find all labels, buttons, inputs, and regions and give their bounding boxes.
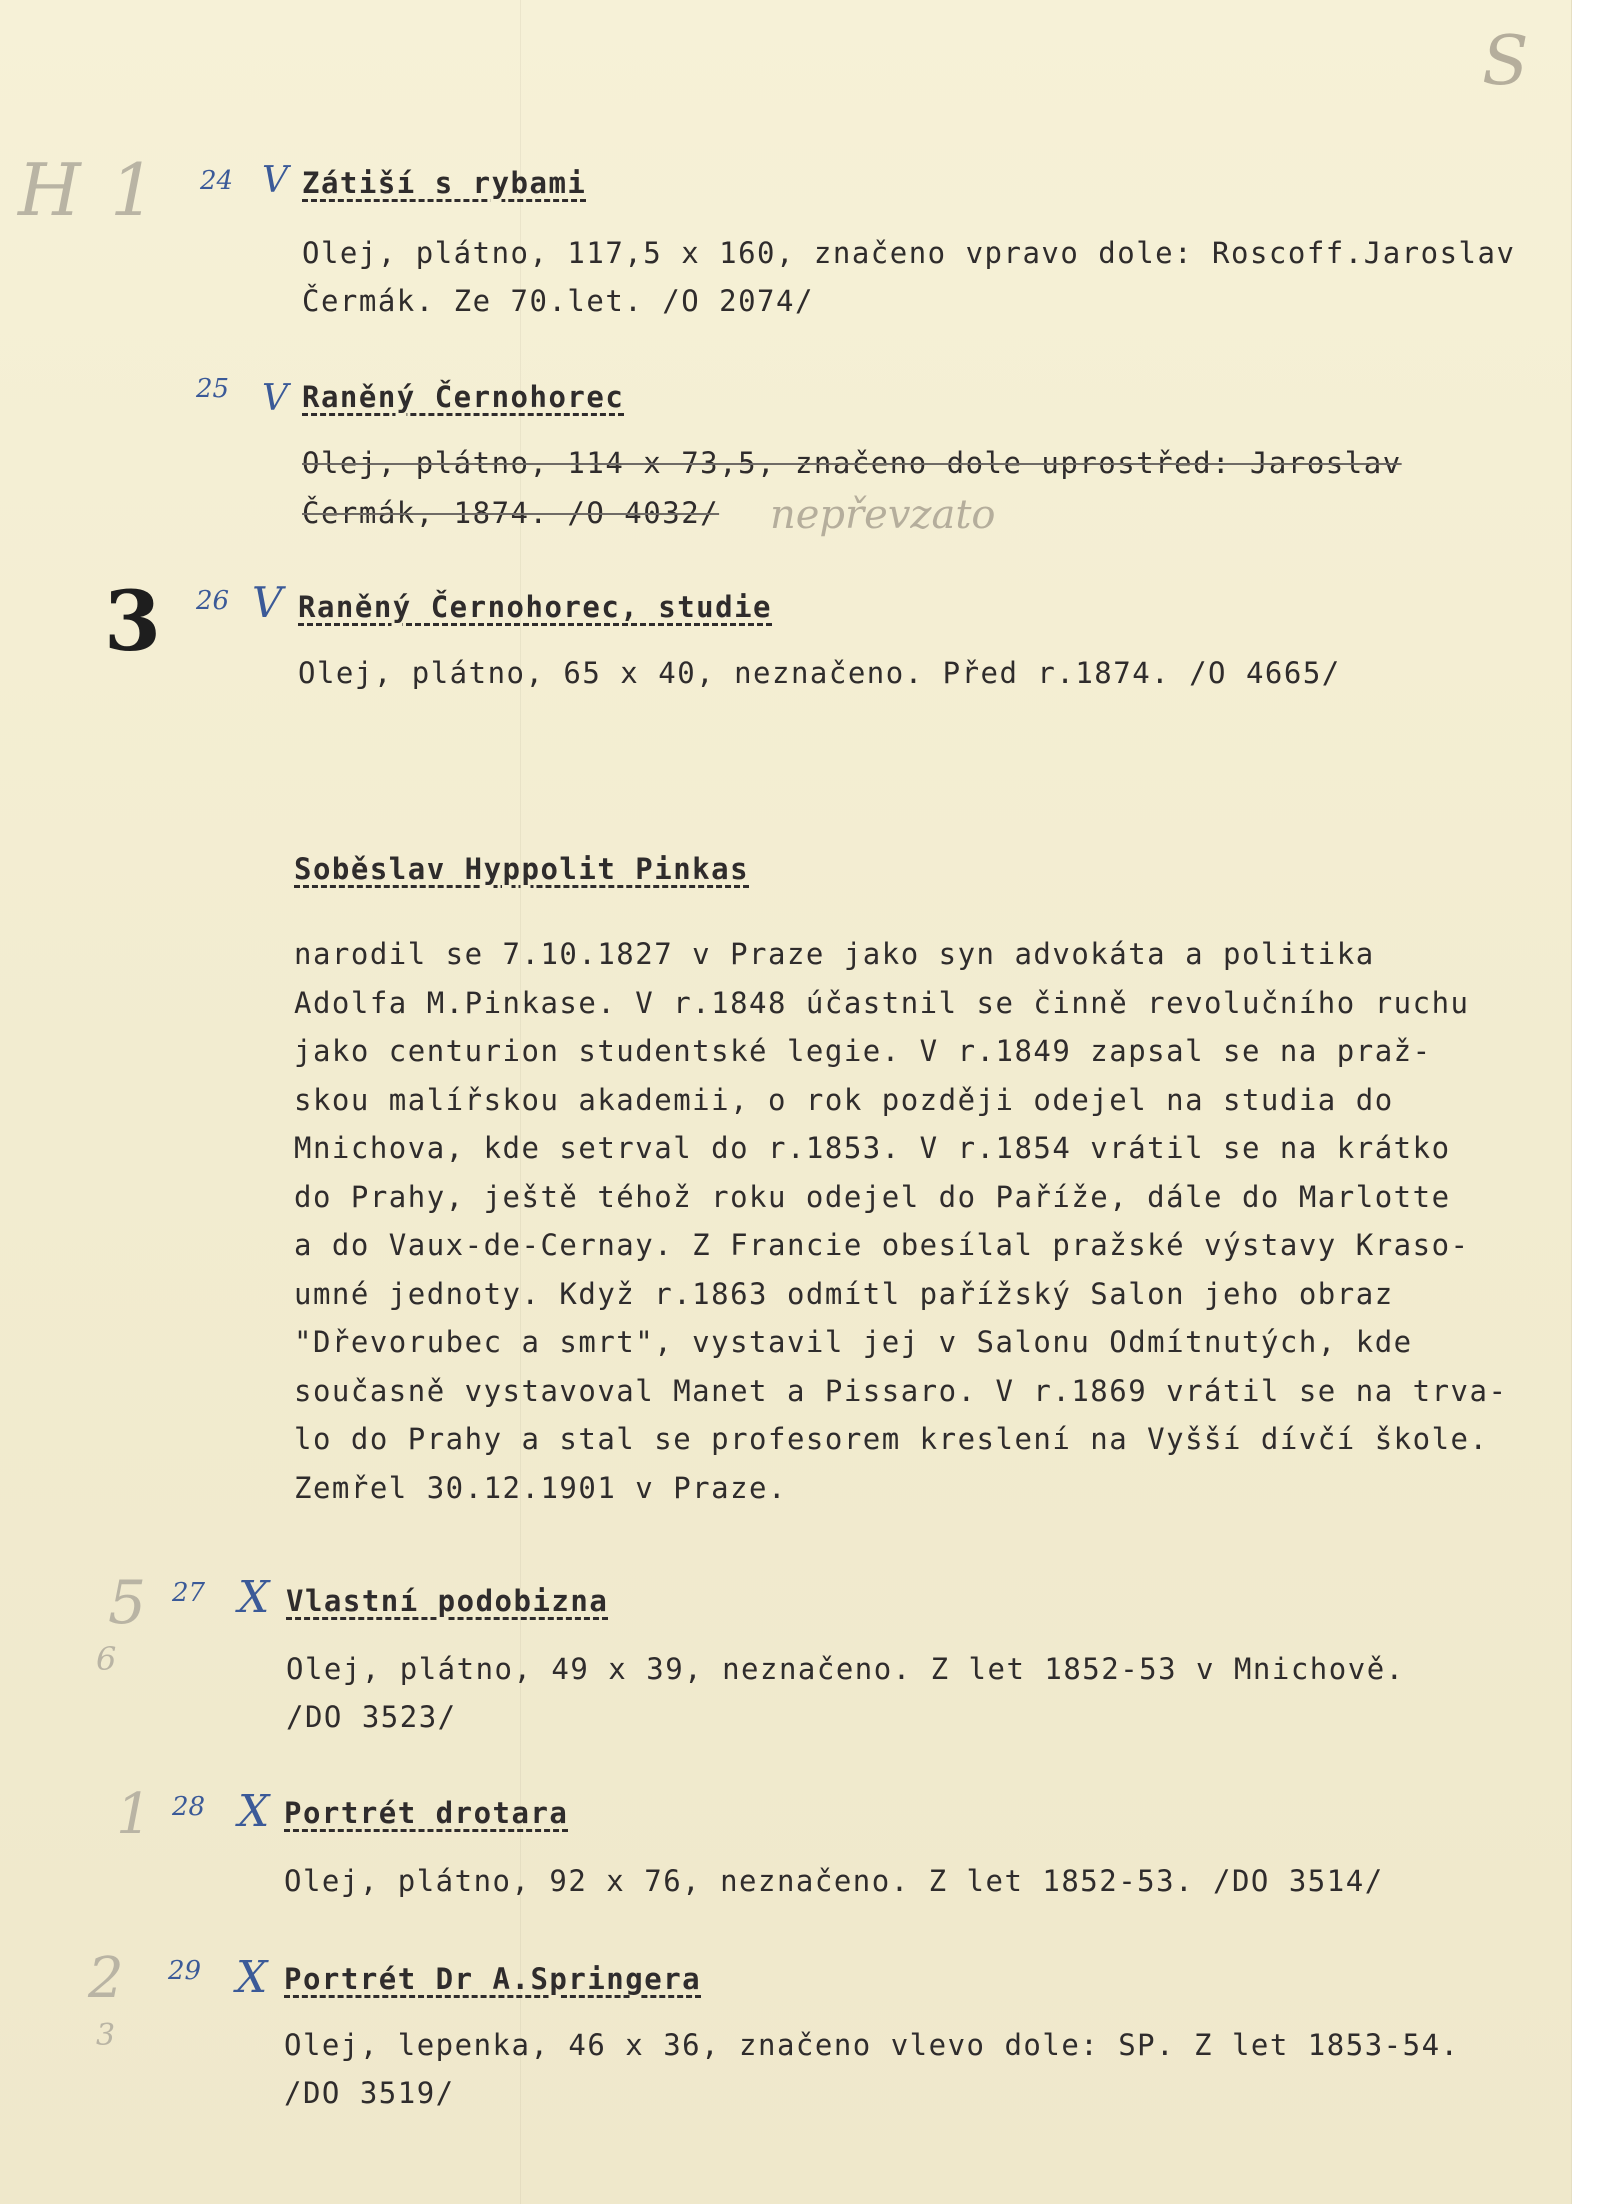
entry-title: Raněný Černohorec, studie [298, 590, 772, 624]
bio-line: narodil se 7.10.1827 v Praze jako syn advokáta a politika [294, 937, 1375, 971]
artist-biography [294, 930, 1507, 1512]
bio-line: do Prahy, ještě téhož roku odejel do Paříže, dále do Marlotte [294, 1179, 1451, 1214]
bio-line: současně vystavoval Manet a Pissaro. V r.1869 vrátil se na trva- [294, 1373, 1508, 1408]
check-mark: X [238, 1786, 270, 1837]
bio-line: jako centurion studentské legie. V r.1849 zapsal se na praž- [294, 1034, 1432, 1068]
check-mark: V [262, 160, 288, 201]
catalog-number: 29 [168, 1956, 202, 1986]
bio-line: Mnichova, kde setrval do r.1853. V r.1854 vrátil se na krátko [294, 1131, 1451, 1165]
entry-description-line: Čermák, 1874. /O 4032/ [302, 496, 720, 530]
entry-description-line: Olej, plátno, 92 x 76, neznačeno. Z let 1852-53. /DO 3514/ [284, 1864, 1384, 1898]
left-margin-sub-number: 6 [96, 1640, 117, 1678]
catalog-number: 28 [172, 1792, 206, 1822]
entry-title: Raněný Černohorec [302, 380, 625, 414]
entry-title: Vlastní podobizna [286, 1584, 609, 1618]
left-margin-number: 1 [110, 148, 156, 232]
paper-edge [1571, 0, 1600, 2204]
entry-description-line: /DO 3519/ [284, 2076, 455, 2110]
bio-line: lo do Prahy a stal se profesorem kreslení na Vyšší dívčí škole. [294, 1422, 1489, 1456]
left-margin-number: 1 [116, 1782, 152, 1847]
catalog-number: 26 [196, 586, 230, 616]
entry-description-line: Olej, plátno, 114 x 73,5, značeno dole uprostřed: Jaroslav [302, 446, 1402, 480]
left-margin-number: 3 [104, 574, 162, 670]
bio-line: Zemřel 30.12.1901 v Praze. [294, 1470, 787, 1505]
bio-line: Adolfa M.Pinkase. V r.1848 účastnil se činně revolučního ruchu [294, 985, 1470, 1020]
entry-description-line: /DO 3523/ [286, 1700, 457, 1734]
check-mark: V [252, 578, 283, 627]
catalog-number: 25 [196, 374, 230, 404]
entry-description-line: Olej, lepenka, 46 x 36, značeno vlevo dole: SP. Z let 1853-54. [284, 2028, 1460, 2062]
artist-name: Soběslav Hyppolit Pinkas [294, 852, 750, 886]
entry-description-line: Olej, plátno, 65 x 40, neznačeno. Před r.1874. /O 4665/ [298, 656, 1341, 690]
left-margin-mark: H [18, 148, 81, 232]
left-margin-sub-number: 3 [96, 2018, 116, 2053]
bio-line: "Dřevorubec a smrt", vystavil jej v Salonu Odmítnutých, kde [294, 1325, 1413, 1359]
entry-title: Zátiší s rybami [302, 166, 587, 200]
bio-line: skou malířskou akademii, o rok později odejel na studia do [294, 1082, 1394, 1117]
bio-line: a do Vaux-de-Cernay. Z Francie obesílal pražské výstavy Kraso- [294, 1228, 1470, 1262]
bio-line: umné jednoty. Když r.1863 odmítl pařížský Salon jeho obraz [294, 1276, 1394, 1311]
entry-title: Portrét Dr A.Springera [284, 1962, 702, 1996]
catalog-number: 27 [172, 1578, 206, 1608]
entry-title: Portrét drotara [284, 1796, 569, 1830]
check-mark: V [262, 378, 288, 419]
left-margin-number: 2 [88, 1946, 124, 2011]
left-margin-number: 5 [108, 1568, 147, 1638]
entry-description-line: Čermák. Ze 70.let. /O 2074/ [302, 284, 814, 318]
corner-page-mark: S [1482, 22, 1529, 101]
catalog-number: 24 [200, 166, 234, 196]
check-mark: X [238, 1572, 270, 1623]
handwritten-annotation: nepřevzato [770, 492, 996, 538]
entry-description-line: Olej, plátno, 49 x 39, neznačeno. Z let 1852-53 v Mnichově. [286, 1652, 1405, 1686]
check-mark: X [236, 1952, 268, 2003]
entry-description-line: Olej, plátno, 117,5 x 160, značeno vpravo dole: Roscoff.Jaroslav [302, 236, 1516, 270]
